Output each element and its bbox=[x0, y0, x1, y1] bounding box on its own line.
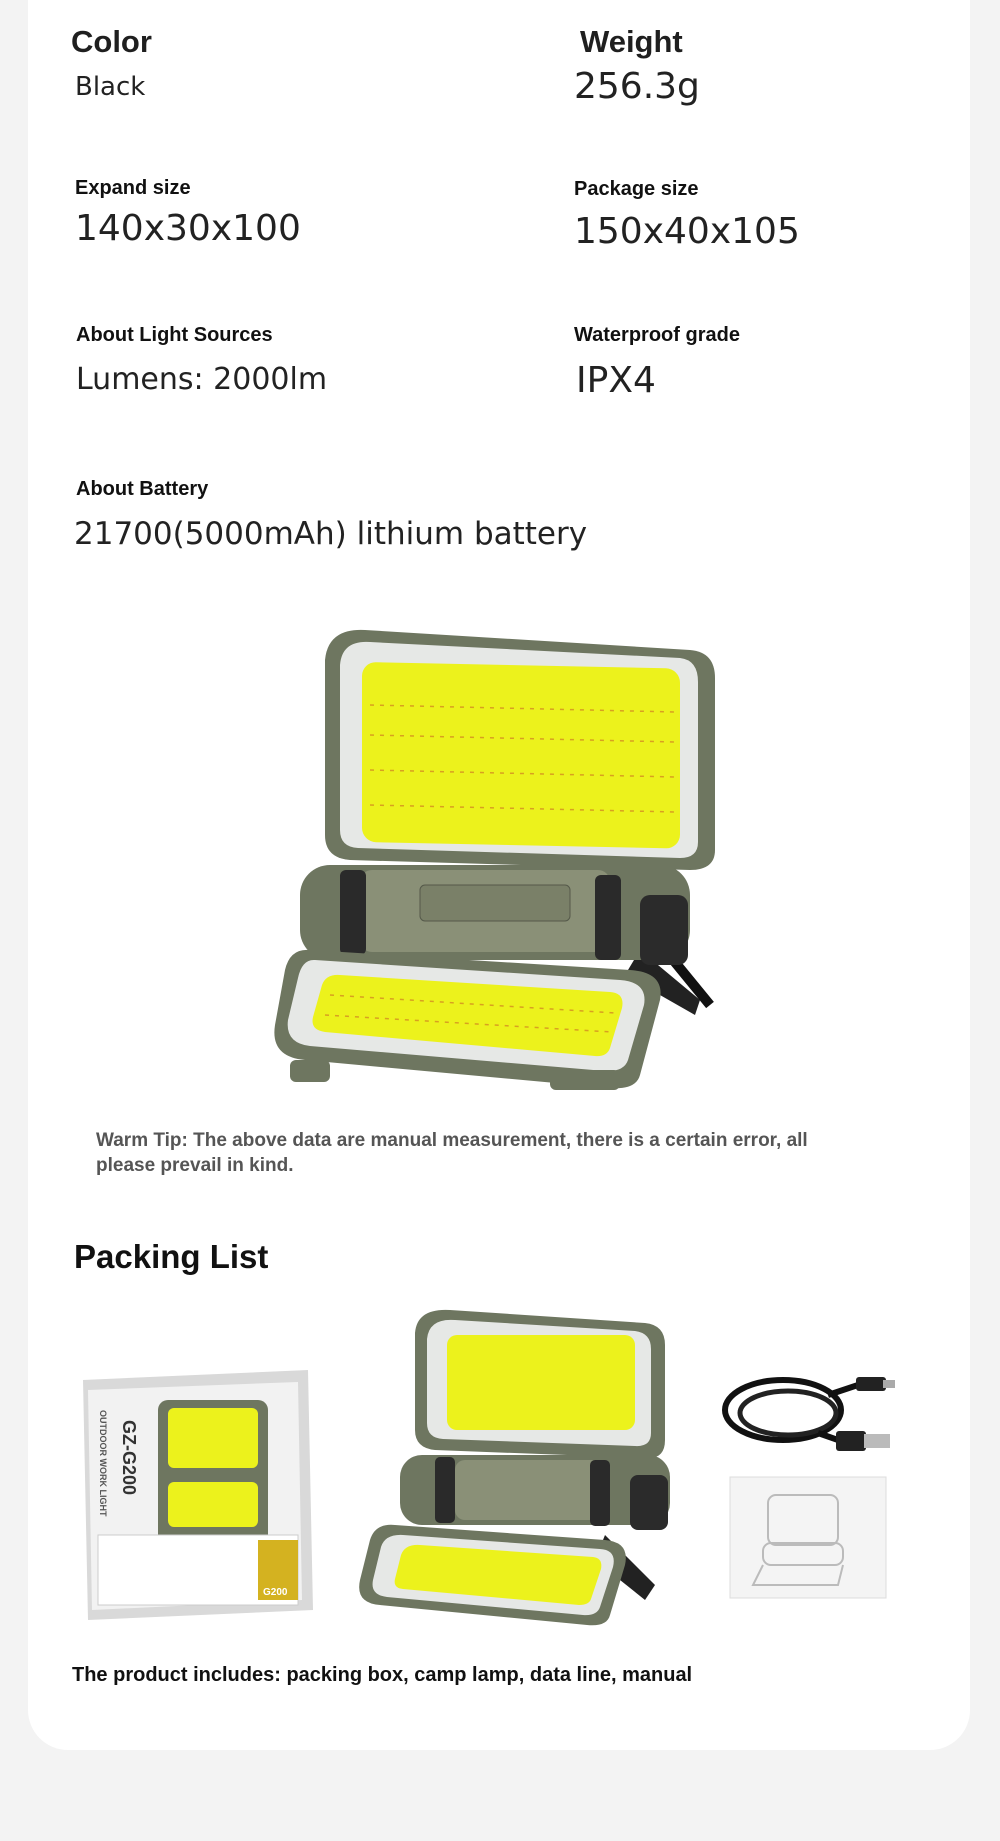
box-model-text: GZ-G200 bbox=[119, 1420, 139, 1496]
battery-label: About Battery bbox=[76, 478, 209, 500]
box-subtitle-text: OUTDOOR WORK LIGHT bbox=[98, 1410, 108, 1517]
packing-list-title: Packing List bbox=[74, 1238, 269, 1275]
weight-label: Weight bbox=[580, 24, 683, 59]
color-value: Black bbox=[75, 72, 146, 102]
expand-size-value: 140x30x100 bbox=[75, 208, 301, 249]
expand-size-label: Expand size bbox=[75, 177, 191, 199]
work-light-image bbox=[270, 620, 730, 1090]
battery-value: 21700(5000mAh) lithium battery bbox=[74, 516, 588, 552]
package-size-value: 150x40x105 bbox=[574, 211, 800, 252]
waterproof-label: Waterproof grade bbox=[574, 324, 740, 346]
data-cable-image bbox=[718, 1355, 898, 1465]
light-sources-label: About Light Sources bbox=[76, 324, 273, 346]
waterproof-value: IPX4 bbox=[576, 360, 656, 401]
manual-image bbox=[728, 1475, 888, 1600]
warm-tip: Warm Tip: The above data are manual measurement, there is a certain error, all please prevail in kind. bbox=[96, 1130, 808, 1176]
light-sources-value: Lumens: 2000lm bbox=[76, 362, 328, 397]
packing-box-image bbox=[78, 1370, 318, 1640]
package-size-label: Package size bbox=[574, 178, 699, 200]
weight-value: 256.3g bbox=[574, 66, 700, 107]
camp-lamp-image bbox=[355, 1305, 675, 1635]
color-label: Color bbox=[71, 24, 152, 59]
package-contents-text: The product includes: packing box, camp lamp, data line, manual bbox=[72, 1664, 693, 1686]
box-badge-text: G200 bbox=[263, 1587, 288, 1598]
